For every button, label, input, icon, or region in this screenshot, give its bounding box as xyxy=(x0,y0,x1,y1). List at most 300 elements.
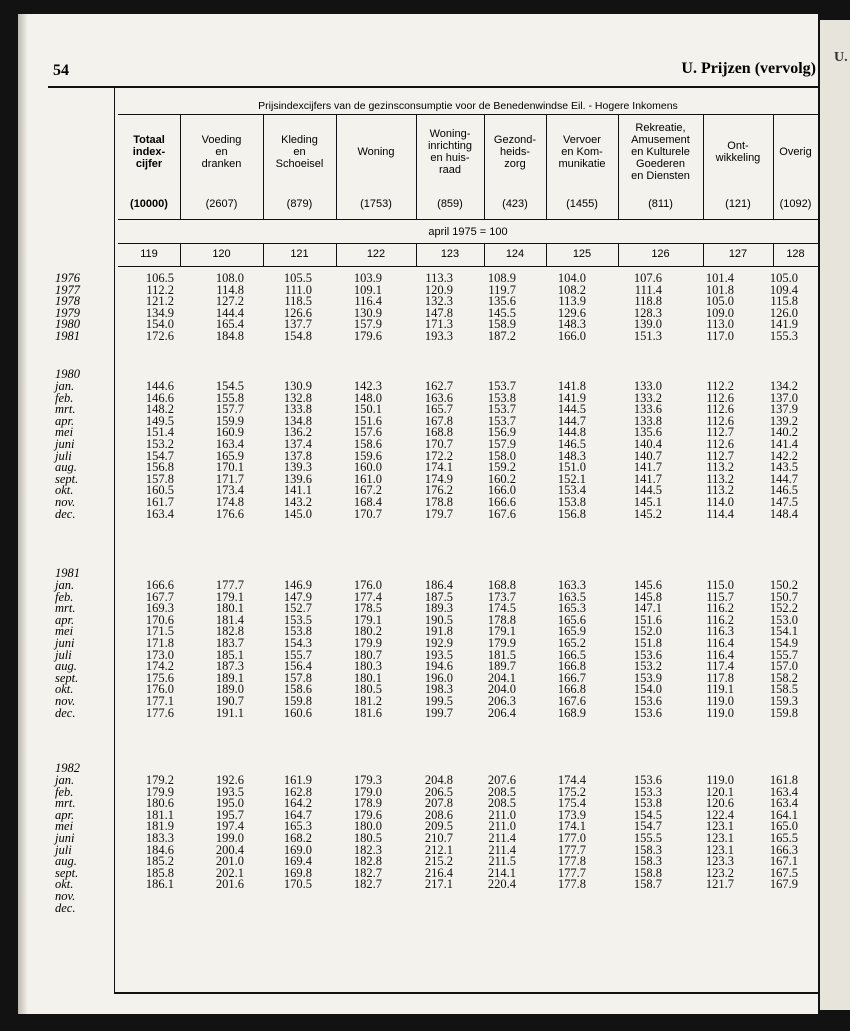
table-cell: 217.1 xyxy=(424,877,453,892)
table-cell: 148.0 xyxy=(353,390,382,405)
table-cell: 105.0 xyxy=(705,294,734,309)
table-cell: 168.4 xyxy=(353,495,382,509)
column-label-line: zorg xyxy=(504,158,526,170)
table-cell: 190.5 xyxy=(424,612,453,627)
table-cell: 166.5 xyxy=(557,647,586,662)
table-cell: 118.8 xyxy=(634,294,662,309)
column-weight: (423) xyxy=(502,198,528,210)
table-cell: 157.7 xyxy=(215,402,244,417)
table-cell: 153.9 xyxy=(633,670,662,685)
table-cell: 112.6 xyxy=(706,390,734,405)
table-cell: 194.6 xyxy=(424,659,453,674)
table-cell: 151.4 xyxy=(145,425,174,440)
table-cell: 154.7 xyxy=(145,448,174,463)
table-cell: 167.6 xyxy=(557,694,586,708)
table-cell: 174.5 xyxy=(487,601,516,616)
table-cell: 186.4 xyxy=(424,578,453,592)
table-cell: 122.4 xyxy=(705,807,734,822)
table-cell: 158.5 xyxy=(769,682,798,697)
column-label xyxy=(546,134,618,170)
row-label: juli xyxy=(55,647,72,662)
table-cell: 133.0 xyxy=(633,379,662,393)
column-label-line: Ont- xyxy=(727,140,749,152)
table-cell: 158.6 xyxy=(353,437,382,451)
table-cell: 120.6 xyxy=(705,796,734,811)
row-label: jan. xyxy=(55,773,75,787)
table-cell: 139.6 xyxy=(283,471,312,486)
column-label-line: Woning- xyxy=(429,128,471,140)
table-cell: 184.6 xyxy=(145,842,174,857)
table-cell: 157.9 xyxy=(487,437,516,451)
table-cell: 182.7 xyxy=(353,865,382,880)
table-cell: 180.1 xyxy=(215,601,244,616)
table-cell: 174.9 xyxy=(424,471,453,486)
table-cell: 134.8 xyxy=(283,413,312,428)
table-cell: 112.2 xyxy=(706,379,734,393)
table-cell: 180.0 xyxy=(353,819,382,834)
table-cell: 180.5 xyxy=(353,831,382,845)
table-cell: 116.4 xyxy=(706,647,734,662)
table-cell: 183.3 xyxy=(145,831,174,845)
table-cell: 175.2 xyxy=(557,784,586,799)
table-cell: 185.2 xyxy=(145,854,174,869)
table-cell: 153.7 xyxy=(487,413,516,428)
table-cell: 181.6 xyxy=(353,705,382,720)
table-cell: 165.9 xyxy=(215,448,244,463)
table-cell: 199.0 xyxy=(215,831,244,845)
column-weight: (10000) xyxy=(130,198,168,210)
table-cell: 185.1 xyxy=(215,647,244,662)
row-label: jan. xyxy=(55,379,75,393)
column-label-line: Vervoer xyxy=(563,134,601,146)
table-cell: 190.7 xyxy=(215,694,244,708)
table-cell: 166.0 xyxy=(557,329,586,343)
table-cell: 153.5 xyxy=(283,612,312,627)
table-cell: 180.6 xyxy=(145,796,174,811)
table-cell: 179.9 xyxy=(487,636,516,650)
table-cell: 202.1 xyxy=(215,865,244,880)
table-cell: 169.4 xyxy=(283,854,312,869)
table-cell: 170.5 xyxy=(283,877,312,892)
table-cell: 180.5 xyxy=(353,682,382,697)
row-label: sept. xyxy=(55,670,79,685)
table-cell: 135.6 xyxy=(633,425,662,440)
table-cell: 137.9 xyxy=(769,402,798,417)
table-cell: 171.3 xyxy=(424,317,453,332)
table-cell: 153.6 xyxy=(633,647,662,662)
row-label: feb. xyxy=(55,589,74,604)
table-cell: 204.0 xyxy=(487,682,516,697)
table-cell: 117.0 xyxy=(706,329,734,343)
table-cell: 121.7 xyxy=(705,877,734,892)
table-cell: 158.6 xyxy=(283,682,312,697)
table-cell: 133.8 xyxy=(283,402,312,417)
column-number: 122 xyxy=(366,248,386,260)
table-cell: 145.0 xyxy=(283,506,312,521)
numbers-bottom-rule xyxy=(118,266,818,267)
table-cell: 207.8 xyxy=(424,796,453,811)
row-label: 1981 xyxy=(55,329,80,343)
column-weight: (811) xyxy=(648,198,673,210)
table-cell: 173.0 xyxy=(145,647,174,662)
table-cell: 185.8 xyxy=(145,865,174,880)
table-cell: 165.9 xyxy=(557,624,586,639)
table-cell: 201.0 xyxy=(215,854,244,869)
table-cell: 151.8 xyxy=(633,636,662,650)
table-cell: 162.7 xyxy=(424,379,453,393)
weights-rule xyxy=(118,219,818,220)
table-cell: 141.9 xyxy=(557,390,586,405)
table-cell: 177.1 xyxy=(145,694,174,708)
table-cell: 150.7 xyxy=(769,589,798,604)
table-cell: 158.0 xyxy=(487,448,516,463)
table-cell: 180.1 xyxy=(353,670,382,685)
column-label xyxy=(618,122,703,182)
table-cell: 208.5 xyxy=(487,784,516,799)
table-cell: 144.5 xyxy=(557,402,586,417)
table-cell: 192.6 xyxy=(215,773,244,787)
table-cell: 115.7 xyxy=(706,589,734,604)
adjacent-page-edge xyxy=(820,20,850,1010)
table-cell: 145.2 xyxy=(633,506,662,521)
column-number: 123 xyxy=(440,248,460,260)
column-label-line: en xyxy=(215,146,228,158)
table-cell: 146.5 xyxy=(769,483,798,498)
column-label-line: Amusement xyxy=(631,134,690,146)
row-label: 1980 xyxy=(55,317,80,332)
table-cell: 133.8 xyxy=(633,413,662,428)
table-cell: 129.6 xyxy=(557,305,586,320)
column-label-line: Goederen xyxy=(636,158,685,170)
column-label xyxy=(336,146,416,158)
table-cell: 108.9 xyxy=(487,271,516,285)
table-cell: 151.6 xyxy=(353,413,382,428)
table-cell: 201.6 xyxy=(215,877,244,892)
row-label: juni xyxy=(55,636,75,650)
table-cell: 182.3 xyxy=(353,842,382,857)
table-cell: 145.5 xyxy=(487,305,516,320)
table-cell: 133.2 xyxy=(633,390,662,405)
row-label: dec. xyxy=(55,900,76,915)
table-cell: 121.2 xyxy=(145,294,174,309)
table-cell: 199.5 xyxy=(424,694,453,708)
table-cell: 160.9 xyxy=(215,425,244,440)
table-cell: 123.1 xyxy=(705,842,734,857)
table-cell: 142.2 xyxy=(769,448,798,463)
top-rule xyxy=(48,86,818,88)
table-cell: 144.7 xyxy=(557,413,586,428)
column-label-line: index- xyxy=(132,146,166,158)
table-cell: 206.4 xyxy=(487,705,516,720)
table-cell: 126.6 xyxy=(283,305,312,320)
table-cell: 154.5 xyxy=(215,379,244,393)
table-cell: 153.7 xyxy=(487,379,516,393)
row-label: apr. xyxy=(55,807,75,822)
table-cell: 103.9 xyxy=(353,271,382,285)
table-cell: 113.3 xyxy=(425,271,453,285)
table-cell: 157.8 xyxy=(145,471,174,486)
table-cell: 166.8 xyxy=(557,682,586,697)
table-cell: 174.1 xyxy=(557,819,586,834)
table-cell: 170.1 xyxy=(215,460,244,475)
table-cell: 119.0 xyxy=(706,773,734,787)
page-number: 54 xyxy=(53,62,69,79)
table-cell: 112.2 xyxy=(146,282,174,297)
bottom-rule xyxy=(114,992,818,994)
column-number: 121 xyxy=(290,248,309,260)
table-cell: 181.1 xyxy=(145,807,174,822)
table-cell: 154.7 xyxy=(633,819,662,834)
table-cell: 170.6 xyxy=(145,612,174,627)
table-cell: 179.1 xyxy=(353,612,382,627)
table-cell: 206.5 xyxy=(424,784,453,799)
table-cell: 163.4 xyxy=(769,784,798,799)
table-cell: 220.4 xyxy=(487,877,516,892)
table-cell: 141.4 xyxy=(769,437,798,451)
table-cell: 157.6 xyxy=(353,425,382,440)
table-cell: 179.6 xyxy=(353,807,382,822)
row-label: juli xyxy=(55,448,72,463)
column-label-line: Overig xyxy=(779,146,812,158)
column-number: 127 xyxy=(728,248,748,260)
table-cell: 166.8 xyxy=(557,659,586,674)
table-cell: 198.3 xyxy=(424,682,453,697)
table-cell: 179.2 xyxy=(145,773,174,787)
table-cell: 159.8 xyxy=(769,705,798,720)
table-cell: 206.3 xyxy=(487,694,516,708)
table-cell: 166.6 xyxy=(145,578,174,592)
column-weight: (121) xyxy=(725,198,751,210)
table-cell: 140.7 xyxy=(633,448,662,463)
table-cell: 164.7 xyxy=(283,807,312,822)
table-cell: 144.7 xyxy=(769,471,798,486)
table-cell: 153.7 xyxy=(487,402,516,417)
table-cell: 209.5 xyxy=(424,819,453,834)
row-label: feb. xyxy=(55,784,74,799)
table-cell: 104.0 xyxy=(557,271,586,285)
table-cell: 181.9 xyxy=(145,819,174,834)
table-cell: 141.1 xyxy=(283,483,312,498)
table-cell: 160.6 xyxy=(283,705,312,720)
table-cell: 132.8 xyxy=(283,390,312,405)
table-cell: 159.3 xyxy=(769,694,798,708)
table-cell: 183.7 xyxy=(215,636,244,650)
table-cell: 106.5 xyxy=(145,271,174,285)
table-cell: 164.1 xyxy=(769,807,798,822)
column-label-line: en Diensten xyxy=(631,170,690,182)
table-cell: 139.0 xyxy=(633,317,662,332)
table-cell: 176.0 xyxy=(353,578,382,592)
table-cell: 119.0 xyxy=(706,694,734,708)
table-cell: 211.0 xyxy=(488,807,516,822)
table-cell: 141.8 xyxy=(557,379,586,393)
table-cell: 140.2 xyxy=(769,425,798,440)
table-cell: 108.2 xyxy=(557,282,586,297)
table-cell: 145.8 xyxy=(633,589,662,604)
table-cell: 167.2 xyxy=(353,483,382,498)
table-cell: 112.7 xyxy=(706,425,734,440)
table-cell: 139.2 xyxy=(769,413,798,428)
table-cell: 150.2 xyxy=(769,578,798,592)
adjacent-page-header: U. xyxy=(834,50,848,65)
table-cell: 195.7 xyxy=(215,807,244,822)
table-cell: 179.7 xyxy=(424,506,453,521)
table-cell: 180.7 xyxy=(353,647,382,662)
row-label: mei xyxy=(55,819,74,834)
table-cell: 123.2 xyxy=(705,865,734,880)
table-cell: 163.6 xyxy=(424,390,453,405)
table-cell: 123.1 xyxy=(705,819,734,834)
column-number: 120 xyxy=(212,248,231,260)
table-cell: 113.2 xyxy=(706,460,734,475)
table-cell: 156.9 xyxy=(487,425,516,440)
table-cell: 157.9 xyxy=(353,317,382,332)
table-cell: 211.5 xyxy=(488,854,516,869)
row-label: aug. xyxy=(55,460,77,475)
table-cell: 179.3 xyxy=(353,773,382,787)
column-label xyxy=(484,134,546,170)
column-label-line: Rekreatie, xyxy=(635,122,686,134)
table-cell: 177.8 xyxy=(557,854,586,869)
table-cell: 128.3 xyxy=(633,305,662,320)
table-cell: 187.5 xyxy=(424,589,453,604)
row-label: apr. xyxy=(55,612,75,627)
table-cell: 200.4 xyxy=(215,842,244,857)
row-label: okt. xyxy=(55,877,74,892)
numbers-top-rule xyxy=(118,243,818,244)
table-cell: 152.2 xyxy=(769,601,798,616)
table-cell: 186.1 xyxy=(145,877,174,892)
table-cell: 177.7 xyxy=(557,842,586,857)
table-cell: 157.0 xyxy=(769,659,798,674)
table-cell: 177.0 xyxy=(557,831,586,845)
column-label xyxy=(180,134,263,170)
table-cell: 165.6 xyxy=(557,612,586,627)
table-cell: 101.4 xyxy=(705,271,734,285)
table-cell: 154.8 xyxy=(283,329,312,343)
row-label: mei xyxy=(55,425,74,440)
table-cell: 152.0 xyxy=(633,624,662,639)
row-label: nov. xyxy=(55,889,76,903)
table-cell: 167.7 xyxy=(145,589,174,604)
table-cell: 180.2 xyxy=(353,624,382,639)
table-cell: 211.4 xyxy=(488,842,516,857)
table-cell: 208.6 xyxy=(424,807,453,822)
table-cell: 109.1 xyxy=(353,282,382,297)
column-label-line: wikkeling xyxy=(715,152,761,164)
table-cell: 154.1 xyxy=(769,624,798,639)
table-cell: 182.8 xyxy=(353,854,382,869)
table-cell: 173.4 xyxy=(215,483,244,498)
table-cell: 167.6 xyxy=(487,506,516,521)
table-cell: 170.7 xyxy=(353,506,382,521)
table-cell: 184.8 xyxy=(215,329,244,343)
document-page xyxy=(18,14,818,1014)
table-cell: 133.6 xyxy=(633,402,662,417)
table-cell: 123.3 xyxy=(705,854,734,869)
table-cell: 155.3 xyxy=(769,329,798,343)
table-cell: 158.2 xyxy=(769,670,798,685)
table-cell: 160.2 xyxy=(487,471,516,486)
table-cell: 115.0 xyxy=(706,578,734,592)
table-cell: 163.5 xyxy=(557,589,586,604)
table-cell: 171.7 xyxy=(215,471,244,486)
table-cell: 153.8 xyxy=(633,796,662,811)
row-label: dec. xyxy=(55,705,76,720)
table-cell: 116.3 xyxy=(706,624,734,639)
table-cell: 156.4 xyxy=(283,659,312,674)
table-cell: 145.6 xyxy=(633,578,662,592)
table-cell: 204.1 xyxy=(487,670,516,685)
row-label: mrt. xyxy=(55,796,76,811)
row-label: aug. xyxy=(55,659,77,674)
table-cell: 199.7 xyxy=(424,705,453,720)
row-label: jan. xyxy=(55,578,75,592)
table-cell: 204.8 xyxy=(424,773,453,787)
table-cell: 165.2 xyxy=(557,636,586,650)
table-cell: 118.5 xyxy=(284,294,312,309)
table-cell: 179.1 xyxy=(215,589,244,604)
table-cell: 181.2 xyxy=(353,694,382,708)
table-cell: 146.9 xyxy=(283,578,312,592)
table-cell: 155.8 xyxy=(215,390,244,405)
table-cell: 145.1 xyxy=(633,495,662,509)
table-cell: 137.8 xyxy=(283,448,312,463)
table-cell: 115.8 xyxy=(770,294,798,309)
table-cell: 158.8 xyxy=(633,865,662,880)
table-cell: 112.6 xyxy=(706,437,734,451)
table-cell: 181.5 xyxy=(487,647,516,662)
section-title: U. Prijzen (vervolg) xyxy=(681,60,816,77)
row-label: sept. xyxy=(55,471,79,486)
row-label: okt. xyxy=(55,682,74,697)
table-cell: 154.9 xyxy=(769,636,798,650)
table-cell: 141.7 xyxy=(633,471,662,486)
table-cell: 161.0 xyxy=(353,471,382,486)
row-label: nov. xyxy=(55,694,76,708)
table-cell: 120.1 xyxy=(705,784,734,799)
table-cell: 166.7 xyxy=(557,670,586,685)
column-weight: (1092) xyxy=(779,198,812,210)
table-cell: 177.4 xyxy=(353,589,382,604)
column-label xyxy=(263,134,336,170)
table-cell: 160.0 xyxy=(353,460,382,475)
table-title: Prijsindexcijfers van de gezinsconsumptie voor de Benedenwindse Eil. - Hogere Inkomens xyxy=(258,100,678,112)
table-cell: 191.1 xyxy=(215,705,244,720)
table-cell: 119.7 xyxy=(488,282,516,297)
table-cell: 114.4 xyxy=(706,506,734,521)
column-label-line: en xyxy=(293,146,306,158)
column-label-line: raad xyxy=(438,164,462,176)
table-cell: 134.9 xyxy=(145,305,174,320)
column-label xyxy=(416,128,484,176)
table-cell: 166.0 xyxy=(487,483,516,498)
table-cell: 174.2 xyxy=(145,659,174,674)
table-cell: 150.1 xyxy=(353,402,382,417)
table-cell: 161.7 xyxy=(145,495,174,509)
column-weight: (2607) xyxy=(205,198,238,210)
column-number: 124 xyxy=(505,248,525,260)
column-label-line: en Kulturele xyxy=(631,146,690,158)
table-cell: 179.9 xyxy=(145,784,174,799)
table-cell: 174.1 xyxy=(424,460,453,475)
table-cell: 111.0 xyxy=(284,282,312,297)
table-cell: 182.7 xyxy=(353,877,382,892)
table-cell: 193.3 xyxy=(424,329,453,343)
table-cell: 112.7 xyxy=(706,448,734,463)
table-cell: 139.3 xyxy=(283,460,312,475)
table-cell: 160.5 xyxy=(145,483,174,498)
